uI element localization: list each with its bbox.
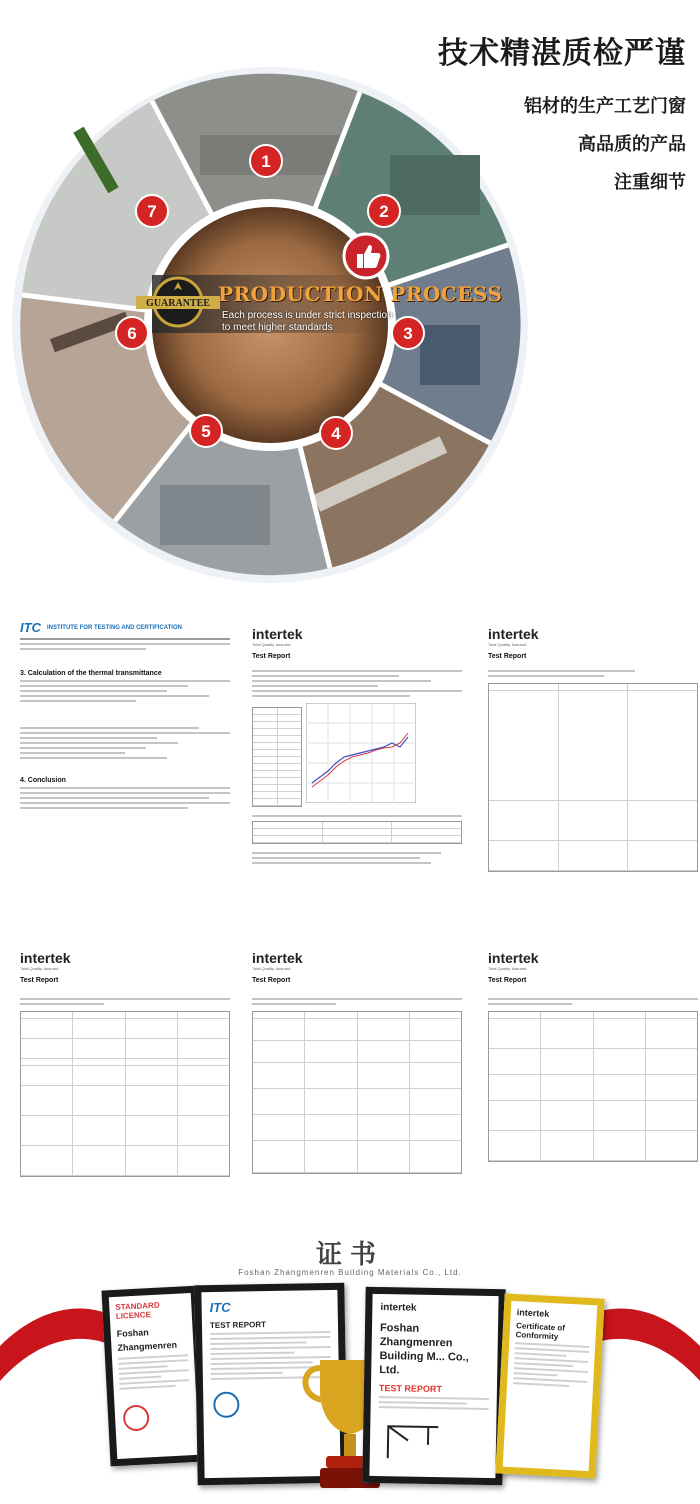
step-badge-4 [320,417,352,449]
standard-licence-certificate [101,1286,206,1467]
svg-text:1: 1 [261,152,271,171]
certificate-of-conformity [495,1294,604,1479]
svg-text:GUARANTEE: GUARANTEE [146,298,210,309]
intertek-test-report-certificate [362,1287,505,1485]
sound-reduction-graph [306,703,416,803]
production-process-title: PRODUCTION PROCESS [218,282,503,306]
red-seal-icon [120,1402,152,1434]
hero-tagline-3: 注重细节 [614,172,686,192]
test-reports-grid [0,600,700,1230]
intertek-logo: intertek [252,626,303,642]
svg-text:6: 6 [127,324,137,343]
itc-calculation-heading: 3. Calculation of the thermal transmittance [20,670,162,677]
itc-thermal-report [20,620,230,920]
conformity-title: Certificate of Conformity [515,1321,566,1342]
thumbs-up-icon [342,232,390,280]
workshop-shape [390,155,480,215]
intertek-canada-report: intertek Total Quality. Assured. Test Report [488,950,698,1220]
itc-stamp-icon [211,1390,242,1421]
itc-cert-logo: ITC [209,1299,231,1316]
itc-conclusion-heading: 4. Conclusion [20,777,66,784]
certificates-title: 证书 [315,1239,384,1269]
svg-text:7: 7 [147,202,157,221]
itc-cert-title: TEST REPORT [209,1320,267,1331]
licence-label: STANDARD LICENCE [115,1300,160,1321]
company-name: Foshan Zhangmenren Building Materials Co., Ltd. [238,1268,462,1277]
svg-text:2: 2 [379,202,389,221]
intertek-acoustic-report: intertek Total Quality. Assured. Test Report [252,626,462,926]
hero-tagline-1: 铝材的生产工艺门窗 [524,96,686,116]
svg-text:5: 5 [201,422,211,441]
step-badge-5 [190,415,222,447]
intertek-cert-red-title: TEST REPORT [378,1383,443,1395]
step-badge-1 [250,145,282,177]
intertek-cert-logo: intertek [380,1302,417,1314]
guarantee-seal-icon [136,276,220,328]
production-process-banner [0,0,700,600]
itc-institute-name: INSTITUTE FOR TESTING AND CERTIFICATION [46,624,182,631]
production-process-subtitle: Each process is under strict inspection to meet higher standards [222,310,393,333]
itc-logo: ITC [20,620,41,635]
test-report-heading: Test Report [252,653,291,660]
intertek-us-report: intertek Total Quality. Assured. Test Report [20,950,230,1220]
machine-shape [420,325,480,385]
svg-text:4: 4 [331,424,341,443]
hero-tagline-2: 高品质的产品 [578,134,686,154]
window-frames-shape [160,485,270,545]
intertek-leakage-report: intertek Total Quality. Assured. Test Report [488,626,698,926]
intertek-cert-company: Foshan Zhangmenren Building M... Co., Ltd. [379,1322,469,1377]
crane-icon [378,1420,449,1461]
licence-company: Foshan Zhangmenren [116,1327,178,1353]
certificates-section [0,1230,700,1504]
hero-title: 技术精湛质检严谨 [438,37,686,70]
intertek-wind-report: intertek Total Quality. Assured. Test Report [252,950,462,1220]
step-badge-7 [136,195,168,227]
step-badge-2 [368,195,400,227]
svg-text:3: 3 [403,324,413,343]
conformity-intertek-logo: intertek [516,1307,550,1319]
